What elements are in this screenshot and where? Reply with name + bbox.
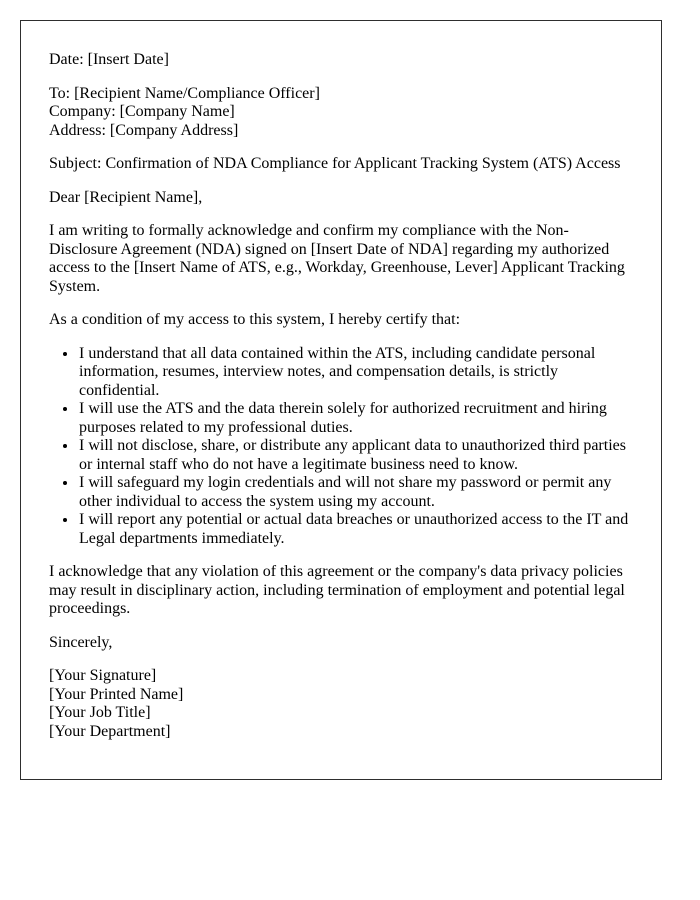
intro-paragraph: I am writing to formally acknowledge and confirm my compliance with the Non-Disclosure Agreement (NDA) signed on [Insert Date of NDA] regarding my authorized access to the [Insert Name of ATS, e.g., Workday, Greenhouse, Lever] Applicant Tracking System. bbox=[49, 222, 625, 295]
certification-item-confidentiality: • I understand that all data contained within the ATS, including candidate personal information, resumes, interview notes, and compensation details, is strictly confidential. bbox=[78, 345, 633, 401]
certification-intro: As a condition of my access to this system, I hereby certify that: bbox=[49, 311, 461, 328]
printed-name-line: [Your Printed Name] bbox=[49, 685, 184, 703]
letter-document bbox=[20, 20, 662, 780]
acknowledgement-paragraph: I acknowledge that any violation of this agreement or the company's data privacy policies may result in disciplinary action, including termination of employment and potential legal proceedings. bbox=[49, 563, 625, 617]
recipient-to-line: To: [Recipient Name/Compliance Officer] bbox=[49, 84, 320, 102]
signature-line: [Your Signature] bbox=[49, 667, 157, 684]
recipient-company-line: Company: [Company Name] bbox=[49, 103, 235, 120]
subject-line: Subject: Confirmation of NDA Compliance for Applicant Tracking System (ATS) Access bbox=[49, 155, 621, 172]
recipient-block bbox=[49, 85, 633, 141]
recipient-address-line: Address: [Company Address] bbox=[49, 121, 239, 139]
certification-item-no-disclosure: • I will not disclose, share, or distribute any applicant data to unauthorized third parties or internal staff who do not have a legitimate business need to know. bbox=[78, 437, 633, 474]
department-line: [Your Department] bbox=[49, 722, 171, 740]
job-title-line: [Your Job Title] bbox=[49, 704, 151, 721]
signature-block bbox=[49, 667, 633, 741]
certification-list bbox=[49, 345, 633, 549]
closing: Sincerely, bbox=[49, 633, 113, 651]
certification-item-breach-reporting: • I will report any potential or actual data breaches or unauthorized access to the IT and Legal departments immediately. bbox=[78, 511, 633, 548]
certification-item-credentials: • I will safeguard my login credentials and will not share my password or permit any other individual to access the system using my account. bbox=[78, 474, 633, 511]
certification-item-authorized-use: • I will use the ATS and the data therein solely for authorized recruitment and hiring purposes related to my professional duties. bbox=[78, 400, 633, 437]
date-line: Date: [Insert Date] bbox=[49, 51, 169, 68]
salutation: Dear [Recipient Name], bbox=[49, 188, 203, 206]
